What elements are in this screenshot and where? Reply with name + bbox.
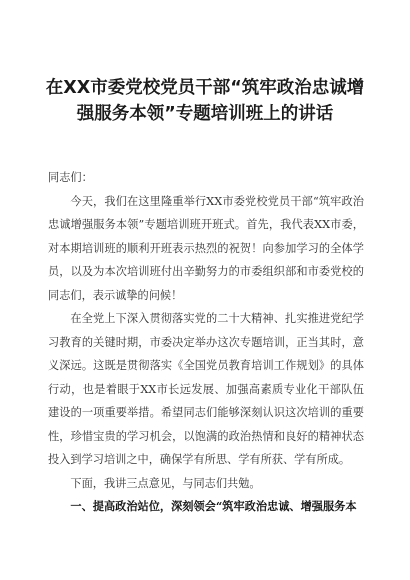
paragraph-significance: 在全党上下深入贯彻落实党的二十大精神、扎实推进党纪学习教育的关键时期，市委决定举办这次专题培训，正当其时，意义深远。这既是贯彻落实《全国党员教育培训工作规划》的具体行动，也是着眼于XX市长远发展、加强高素质专业化干部队伍建设的一项重要举措。希望同志们能够深刻认识这次培训的重要性，珍惜宝贵的学习机会，以饱满的政治热情和良好的精神状态投入到学习培训之中，确保学有所思、学有所获、学有所成。 bbox=[48, 312, 364, 466]
paragraph-transition: 下面，我讲三点意见，与同志们共勉。 bbox=[70, 476, 261, 490]
paragraph-opening: 今天，我们在这里隆重举行XX市委党校党员干部“筑牢政治忠诚增强服务本领”专题培训班开班式。首先，我代表XX市委，对本期培训班的顺利开班表示热烈的祝贺！向参加学习的全体学员，以及为本次培训班付出辛勤努力的市委组织部和市委党校的同志们，表示诚挚的问候！ bbox=[48, 194, 364, 302]
document-body bbox=[48, 166, 364, 519]
section-heading-1: 一、提高政治站位，深刻领会“筑牢政治忠诚、增强服务本 bbox=[70, 499, 357, 513]
salutation: 同志们： bbox=[48, 171, 93, 184]
document-title: 在XX市委党校党员干部“筑牢政治忠诚增强服务本领”专题培训班上的讲话 bbox=[45, 78, 365, 124]
